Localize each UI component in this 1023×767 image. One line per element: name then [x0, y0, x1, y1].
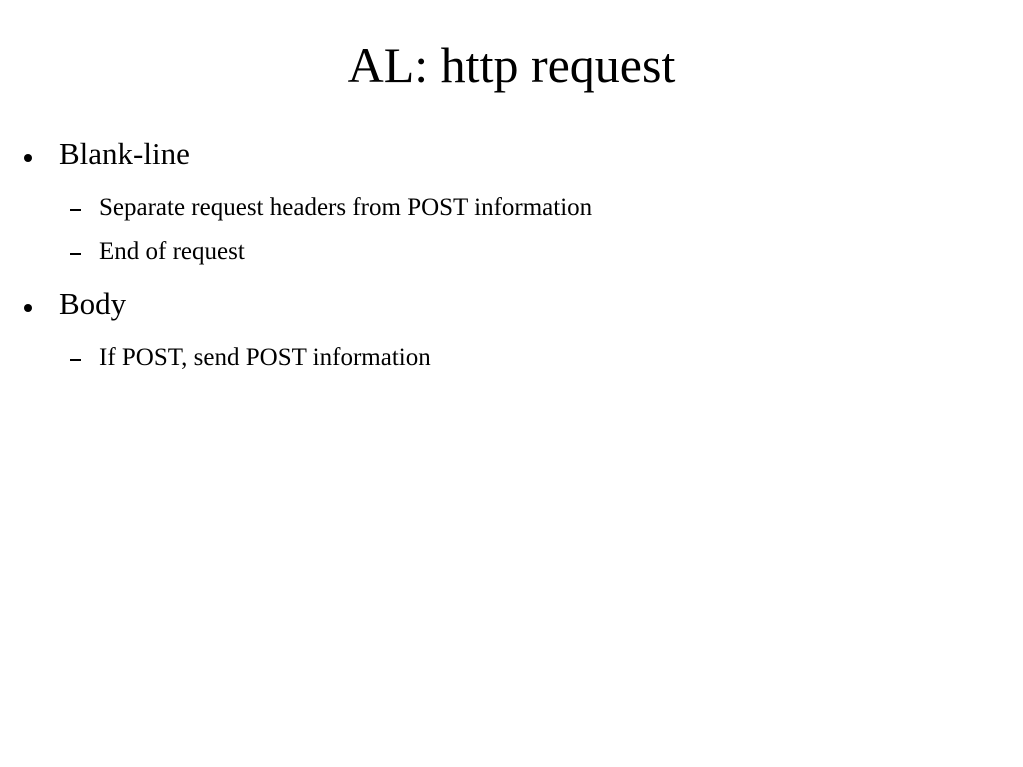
bullet-dot-icon — [22, 136, 38, 172]
bullet-text: Body — [59, 286, 127, 321]
sub-item-text: End of request — [99, 238, 245, 265]
dash-icon — [70, 343, 86, 373]
slide-title: AL: http request — [347, 37, 676, 93]
bullet-text: Blank-line — [59, 136, 190, 171]
sub-item-text: Separate request headers from POST information — [99, 194, 593, 221]
dash-icon — [70, 237, 86, 267]
bullet-dot-icon — [22, 286, 38, 322]
sub-item-text: If POST, send POST information — [99, 344, 431, 371]
dash-icon — [70, 193, 86, 223]
